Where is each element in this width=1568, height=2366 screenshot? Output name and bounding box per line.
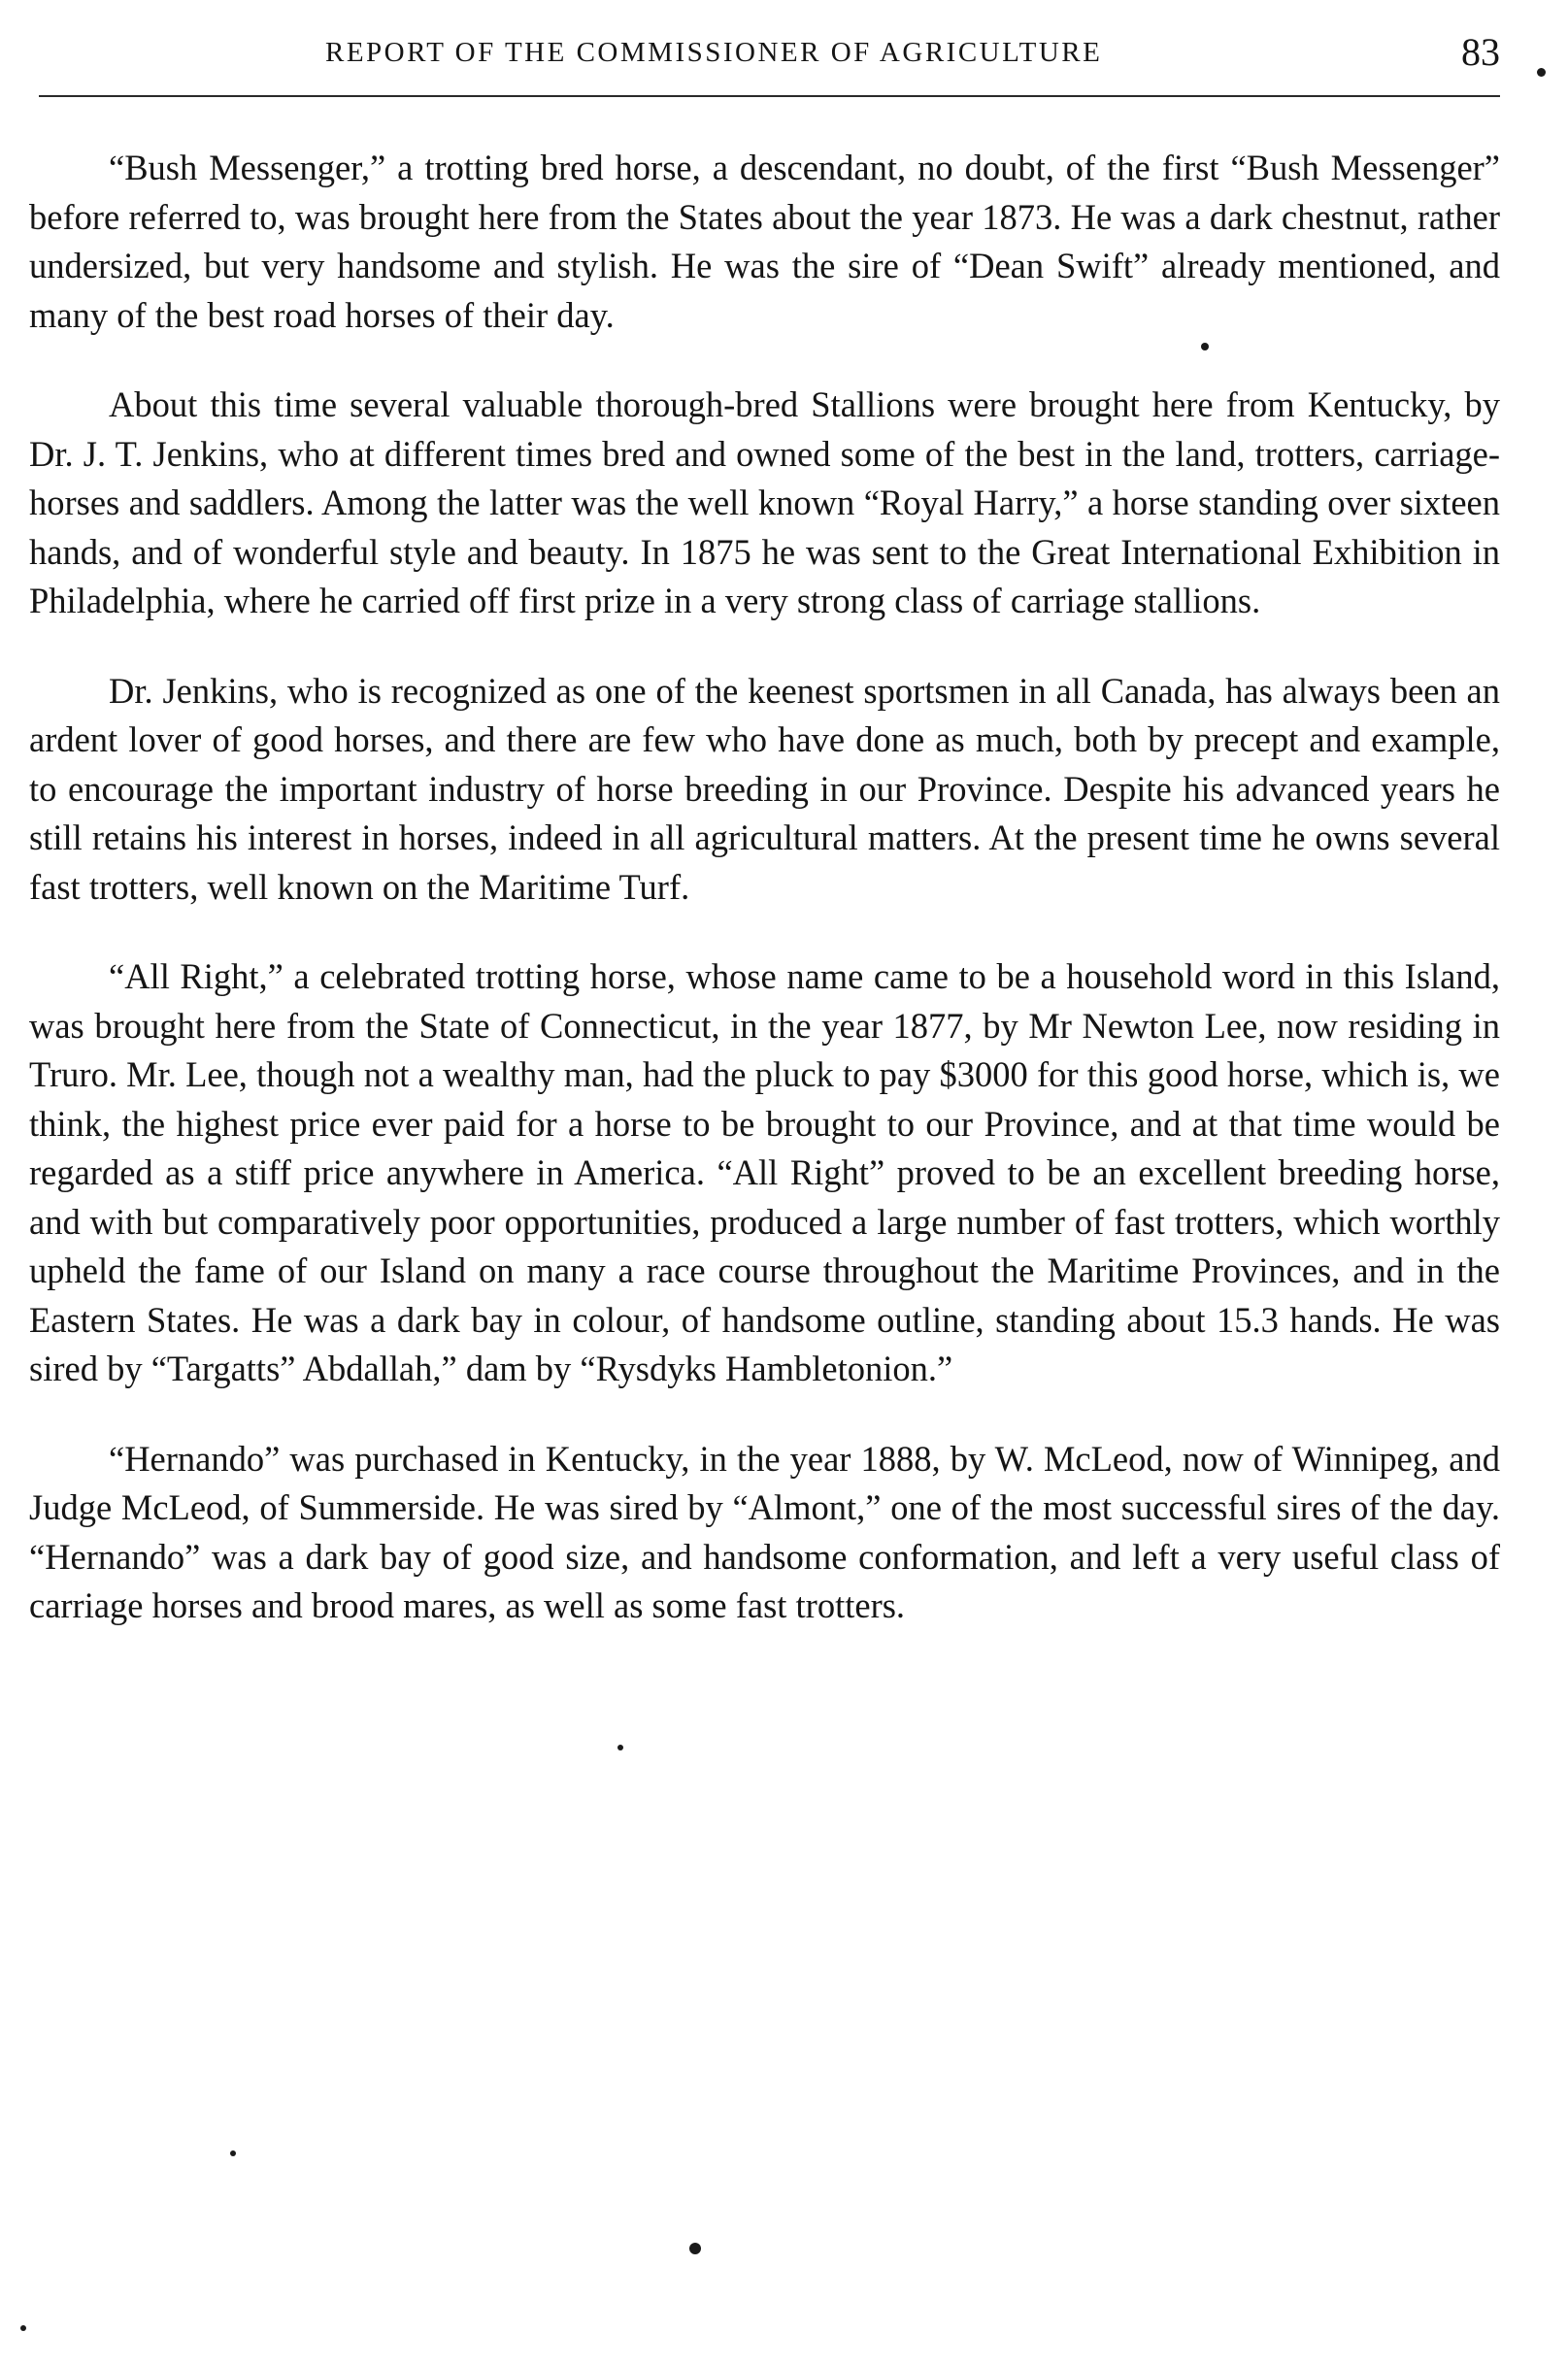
paragraph-dr-jenkins: Dr. Jenkins, who is recognized as one of the keenest sportsmen in all Canada, has always been an ardent lover of good horses, and there are few who have done as much, both by precept and example, to encourage the important industry of horse breeding in our Province. Despite his advanced years he still retains his interest in horses, indeed in all agricultural matters. At the present time he owns several fast trotters, well known on the Maritime Turf. [29,670,1500,907]
paragraph-bush-messenger: “Bush Messenger,” a trotting bred horse, a descendant, no doubt, of the first “Bush Messenger” before referred to, was brought here from the States about the year 1873. He was a dark chestnut, rather undersized, but very handsome and stylish. He was the sire of “Dean Swift” already mentioned, and many of the best road horses of their day. [29,148,1500,335]
body-text [29,144,1500,1672]
paragraph-kentucky-stallions: About this time several valuable thorough-bred Stallions were brought here from Kentucky, by Dr. J. T. Jenkins, who at different times bred and owned some of the best in the land, trotters, carriage-horses and saddlers. Among the latter was the well known “Royal Harry,” a horse standing over sixteen hands, and of wonderful style and beauty. In 1875 he was sent to the Great International Exhibition in Philadelphia, where he carried off first prize in a very strong class of carriage stallions. [29,384,1500,620]
paragraph-hernando: “Hernando” was purchased in Kentucky, in the year 1888, by W. McLeod, now of Winnipeg, and Judge McLeod, of Summerside. He was sired by “Almont,” one of the most successful sires of the day. “Hernando” was a dark bay of good size, and handsome conformation, and left a very useful class of carriage horses and brood mares, as well as some fast trotters. [29,1438,1500,1625]
running-title: REPORT OF THE COMMISSIONER OF AGRICULTURE [325,37,1103,68]
scan-speck [1537,68,1546,77]
paragraph-all-right: “All Right,” a celebrated trotting horse, whose name came to be a household word in this Island, was brought here from the State of Connecticut, in the year 1877, by Mr Newton Lee, now residing in Truro. Mr. Lee, though not a wealthy man, had the pluck to pay $3000 for this good horse, which is, we think, the highest price ever paid for a horse to be brought to our Province, and at that time would be regarded as a stiff price anywhere in America. “All Right” proved to be an excellent breeding horse, and with but comparatively poor opportunities, produced a large number of fast trotters, which worthly upheld the fame of our Island on many a race course throughout the Maritime Provinces, and in the Eastern States. He was a dark bay in colour, of handsome outline, standing about 15.3 hands. He was sired by “Targatts” Abdallah,” dam by “Rysdyks Hambletonion.” [29,956,1500,1388]
page-number: 83 [1461,30,1500,74]
scan-speck [689,2243,701,2254]
scan-speck [20,2325,26,2331]
scan-speck [1201,343,1209,350]
header-rule [39,95,1500,97]
scan-speck [230,2150,236,2156]
running-head [39,29,1500,78]
scan-speck [617,1745,623,1750]
